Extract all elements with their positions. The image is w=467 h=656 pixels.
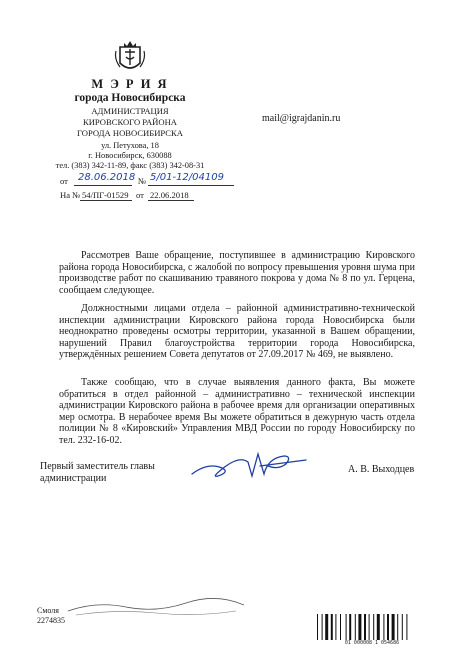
barcode-number: 01 000008 1 054686 (344, 640, 400, 646)
barcode-bar (377, 614, 380, 640)
ref-number-underline (80, 200, 132, 201)
reg-date-underline (74, 185, 132, 186)
reg-number: 5/01-12/04109 (150, 172, 224, 183)
signatory-position-line2: администрации (40, 473, 107, 484)
barcode-bar (331, 614, 333, 640)
barcode-bar (392, 614, 395, 640)
barcode-bar (340, 614, 341, 640)
letterhead-district: КИРОВСКОГО РАЙОНА (82, 117, 178, 127)
reg-number-label: № (138, 176, 147, 186)
letterhead-city-zip: г. Новосибирск, 630088 (88, 151, 172, 160)
ref-date: 22.06.2018 (150, 190, 189, 200)
reg-number-underline (148, 185, 234, 186)
ref-date-underline (148, 200, 194, 201)
ref-from-label: от (136, 190, 144, 200)
barcode-bar (397, 614, 398, 640)
signatory-position-line1: Первый заместитель главы (40, 461, 155, 472)
letterhead-phone: тел. (383) 342-11-89, факс (383) 342-08-31 (55, 161, 205, 170)
barcode-bar (346, 614, 347, 640)
body-paragraph-2: Должностными лицами отдела – районной административно-технической инспекции администрации Кировского района города Новосибирска были неоднократно проведены осмотры территории, указанной в Вашем обращении, нарушений Правил благоустройства территории города Новосибирска, утверждённых решением Совета депутатов от 27.09.2017 № 469, не выявлено. (59, 303, 415, 361)
letterhead-administration: АДМИНИСТРАЦИЯ (91, 106, 169, 116)
barcode-bar (325, 614, 328, 640)
executor-name: Смоля (37, 606, 59, 615)
barcode-bar (335, 614, 336, 640)
barcode-bar (402, 614, 403, 640)
barcode-bar (349, 614, 351, 640)
ref-number: 54/ПГ-01529 (82, 190, 129, 200)
handwritten-signature (188, 448, 308, 484)
executor-info (37, 606, 65, 626)
barcode-bar (369, 614, 370, 640)
barcode-bar (387, 614, 389, 640)
body-paragraph-1: Рассмотрев Ваше обращение, поступившее в администрацию Кировского района города Новосибирска, с жалобой по вопросу превышения уровня шума при производстве работ по скашиванию травяного покрова у дома № 8 по ул. Герцена, сообщаем следующее. (59, 250, 415, 296)
reg-date: 28.06.2018 (78, 172, 136, 183)
document-barcode (316, 614, 428, 640)
barcode-bar (355, 614, 356, 640)
barcode-bar (364, 614, 366, 640)
signatory-position (40, 461, 155, 485)
barcode-bar (322, 614, 323, 640)
body-paragraph-3: Также сообщаю, что в случае выявления данного факта, Вы можете обратиться в отдел районной – административно – технической инспекции администрации Кировского района в рабочее время для организации оперативных мер осмотра. В нерабочее время Вы можете обратиться в дежурную часть отдела полиции № 8 «Кировский» Управления МВД России по городу Новосибирску по тел. 232-16-02. (59, 377, 415, 446)
barcode-bar (373, 614, 374, 640)
barcode-bar (383, 614, 384, 640)
reg-from-label: от (60, 176, 68, 186)
recipient-email: mail@igrajdanin.ru (262, 113, 341, 124)
executor-mark (66, 597, 246, 619)
executor-phone: 2274835 (37, 616, 65, 625)
letterhead-mayoralty: М Э Р И Я (91, 77, 169, 91)
barcode-bar (358, 614, 361, 640)
signatory-name: А. В. Выходцев (348, 464, 415, 475)
ref-label: На № (60, 190, 81, 200)
coat-of-arms-icon (114, 37, 146, 75)
barcode-bar (317, 614, 318, 640)
letterhead-street: ул. Петухова, 18 (101, 141, 159, 150)
letterhead-city-caps: ГОРОДА НОВОСИБИРСКА (77, 128, 183, 138)
barcode-bar (406, 614, 407, 640)
letterhead-city: города Новосибирска (74, 92, 186, 104)
